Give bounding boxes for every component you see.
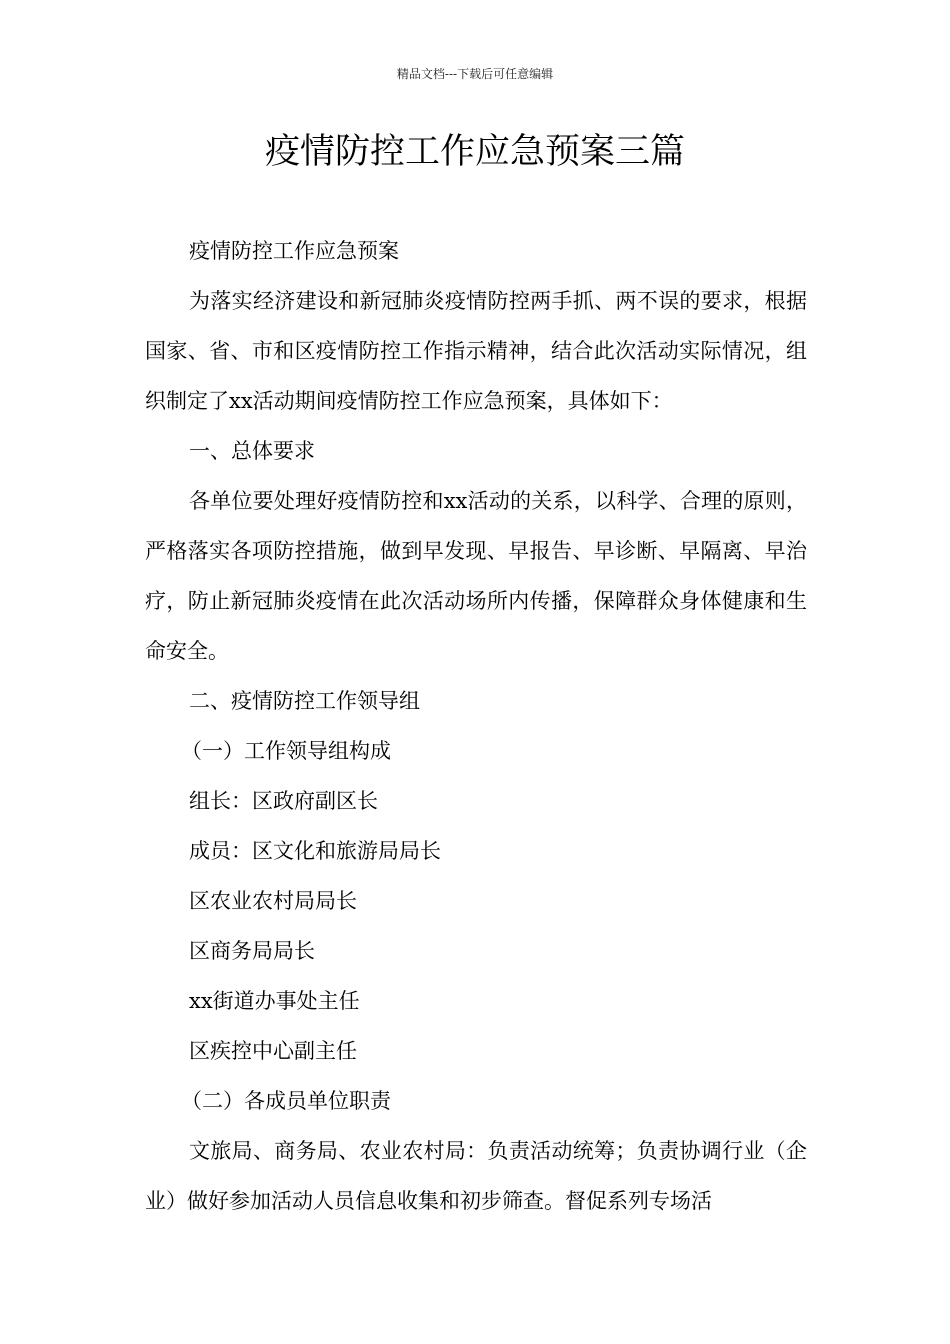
list-item: 区农业农村局局长 xyxy=(189,889,357,913)
page-header: 精品文档---下载后可任意编辑 xyxy=(396,67,554,81)
list-item: xx街道办事处主任 xyxy=(189,989,360,1013)
list-item: 区疾控中心副主任 xyxy=(189,1039,357,1063)
subsection-heading: （二）各成员单位职责 xyxy=(181,1089,391,1113)
list-item: 区商务局局长 xyxy=(189,939,315,963)
document-body xyxy=(145,226,807,1226)
requirements-paragraph: 各单位要处理好疫情防控和xx活动的关系，以科学、合理的原则，严格落实各项防控措施，做到早发现、早报告、早诊断、早隔离、早治疗，防止新冠肺炎疫情在此次活动场所内传播，保障群众身体健康和生命安全。 xyxy=(145,489,807,663)
list-item: 组长：区政府副区长 xyxy=(189,789,378,813)
section-heading: 一、总体要求 xyxy=(189,439,315,463)
intro-paragraph: 为落实经济建设和新冠肺炎疫情防控两手抓、两不误的要求，根据国家、省、市和区疫情防控工作指示精神，结合此次活动实际情况，组织制定了xx活动期间疫情防控工作应急预案，具体如下： xyxy=(145,289,807,413)
document-title: 疫情防控工作应急预案三篇 xyxy=(264,132,685,172)
list-item: 成员：区文化和旅游局局长 xyxy=(189,839,441,863)
subsection-heading: （一）工作领导组构成 xyxy=(181,739,391,763)
duties-paragraph: 文旅局、商务局、农业农村局：负责活动统筹；负责协调行业（企业）做好参加活动人员信息收集和初步筛查。督促系列专场活 xyxy=(145,1139,807,1213)
section-heading: 二、疫情防控工作领导组 xyxy=(189,689,420,713)
section-heading: 疫情防控工作应急预案 xyxy=(189,239,399,263)
